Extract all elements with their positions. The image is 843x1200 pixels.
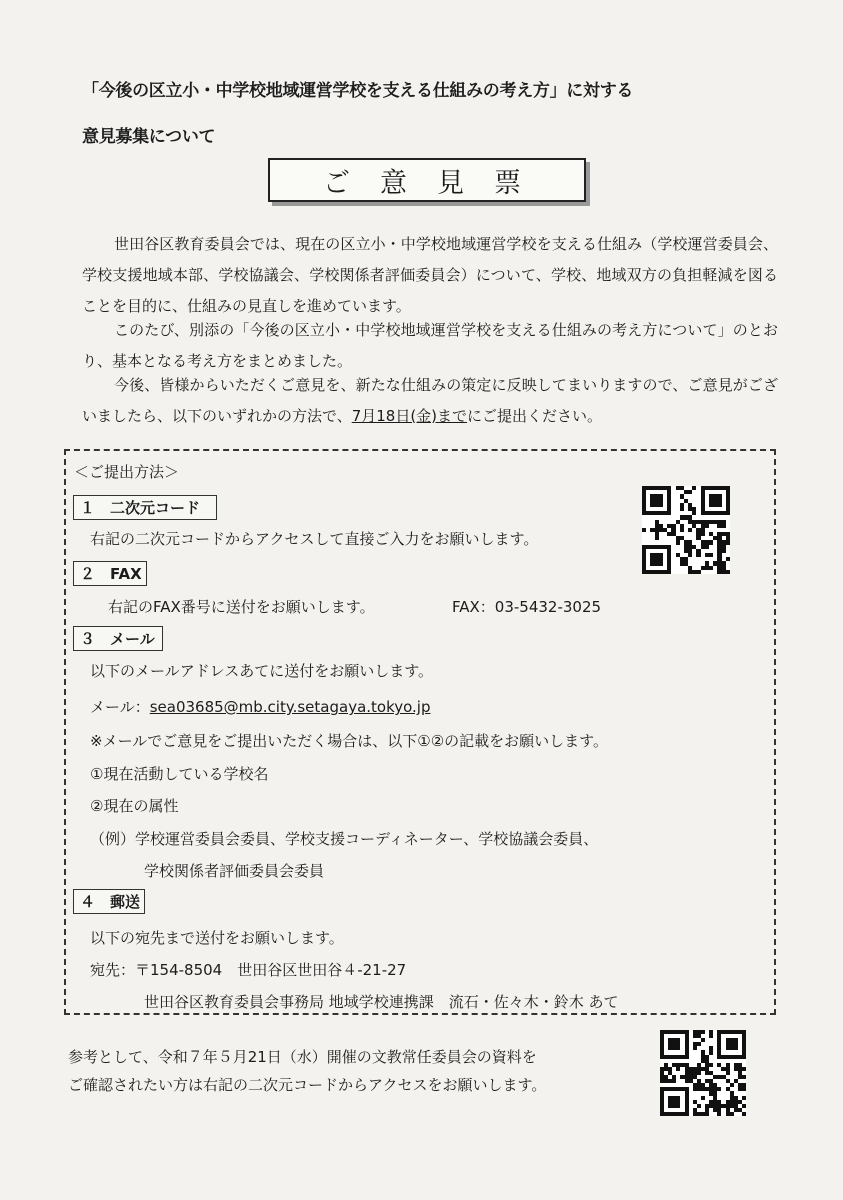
email-item-2: ②現在の属性 [90, 797, 179, 815]
method-1-text: 右記の二次元コードからアクセスして直接ご入力をお願いします。 [90, 530, 539, 548]
intro-paragraph-3 [82, 370, 778, 432]
method-1-label: １ 二次元コード [73, 495, 217, 520]
mailing-recipient: 世田谷区教育委員会事務局 地域学校連携課 流石・佐々木・鈴木 あて [144, 993, 619, 1011]
qr-code-reference-icon[interactable] [660, 1030, 746, 1116]
intro-paragraph-1: 世田谷区教育委員会では、現在の区立小・中学校地域運営学校を支える仕組み（学校運営委員会、学校支援地域本部、学校協議会、学校関係者評価委員会）について、学校、地域双方の負担軽減を図ることを目的に、仕組みの見直しを進めています。 [82, 235, 778, 315]
example-line-1: （例）学校運営委員会委員、学校支援コーディネーター、学校協議会委員、 [90, 830, 599, 848]
intro-paragraph-2: このたび、別添の「今後の区立小・中学校地域運営学校を支える仕組みの考え方について」のとおり、基本となる考え方をまとめました。 [82, 321, 778, 370]
document-title-line1: 「今後の区立小・中学校地域運営学校を支える仕組みの考え方」に対する [82, 81, 634, 101]
reference-line-1: 参考として、令和７年５月21日（水）開催の文教常任委員会の資料を [68, 1048, 537, 1066]
method-2-text: 右記のFAX番号に送付をお願いします。 [108, 598, 375, 616]
reference-line-2: ご確認されたい方は右記の二次元コードからアクセスをお願いします。 [68, 1076, 547, 1094]
email-item-1: ①現在活動している学校名 [90, 765, 269, 783]
method-4-label: ４ 郵送 [73, 889, 145, 914]
example-line-2: 学校関係者評価委員会委員 [144, 862, 325, 880]
methods-heading: ＜ご提出方法＞ [74, 463, 180, 481]
method-2-label: ２ FAX [73, 561, 147, 586]
document-title-line2: 意見募集について [82, 127, 216, 147]
method-4-text: 以下の宛先まで送付をお願いします。 [90, 929, 344, 947]
intro-p3-text: 今後、皆様からいただくご意見を、新たな仕組みの策定に反映してまいりますので、ご意見がございましたら、以下のいずれかの方法で、 [82, 376, 778, 425]
email-line [90, 696, 430, 717]
deadline-text: 7月18日(金)まで [351, 407, 468, 425]
email-label: メール： [90, 698, 150, 716]
fax-number: FAX：03-5432-3025 [452, 598, 602, 616]
email-link[interactable]: sea03685@mb.city.setagaya.tokyo.jp [149, 698, 431, 716]
qr-code-submission-icon[interactable] [642, 486, 730, 574]
intro-p3-end: にご提出ください。 [467, 407, 603, 425]
email-note: ※メールでご意見をご提出いただく場合は、以下①②の記載をお願いします。 [90, 732, 608, 750]
method-3-text: 以下のメールアドレスあてに送付をお願いします。 [90, 662, 434, 680]
mailing-address: 宛先：〒154-8504 世田谷区世田谷４-21-27 [90, 961, 407, 979]
form-title-box: ご意見票 [268, 158, 586, 202]
method-3-label: ３ メール [73, 626, 163, 651]
